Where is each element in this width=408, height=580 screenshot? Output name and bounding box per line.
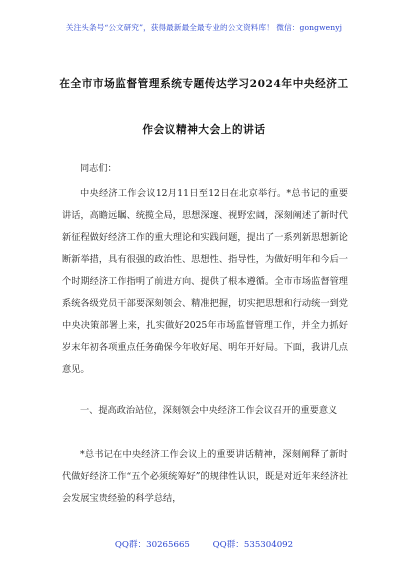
salutation: 同志们： [80, 163, 117, 174]
paragraph-2: *总书记在中央经济工作会议上的重要讲话精神，深刻阐释了新时代做好经济工作“五个必须统筹好”的规律性认识，既是对近年来经济社会发展宝贵经验的科学总结， [62, 449, 348, 504]
header-banner: 关注头条号“公文研究”，获得最新最全最专业的公文资料库！ 微信：gongwenyj [65, 23, 343, 32]
qq-group-1: QQ群：30265665 [114, 540, 190, 550]
qq-group-2: QQ群：535304092 [212, 540, 294, 550]
document-title-line-1: 在全市市场监督管理系统专题传达学习2024年中央经济工 [59, 78, 349, 90]
paragraph-1: 中央经济工作会议12月11日至12日在北京举行。*总书记的重要讲话，高瞻远瞩、统揽全局，思想深邃、视野宏阔，深刻阐述了新时代新征程做好经济工作的重大理论和实践问题，提出了一系列新思想新论断新举措，具有很强的政治性、思想性、指导性，为做好明年和今后一个时期经济工作指明了前进方向、提供了根本遵循。全市市场监督管理系统各级党员干部要深刻领会、精准把握，切实把思想和行动统一到党中央决策部署上来，扎实做好2025年市场监督管理工作，并全力抓好岁末年初各项重点任务确保今年收好尾、明年开好局。下面，我讲几点意见。 [62, 188, 348, 375]
footer-qq-groups [0, 538, 408, 550]
section-heading-1: 一、提高政治站位，深刻领会中央经济工作会议召开的重要意义 [80, 405, 338, 416]
document-title-line-2: 作会议精神大会上的讲话 [142, 124, 266, 136]
